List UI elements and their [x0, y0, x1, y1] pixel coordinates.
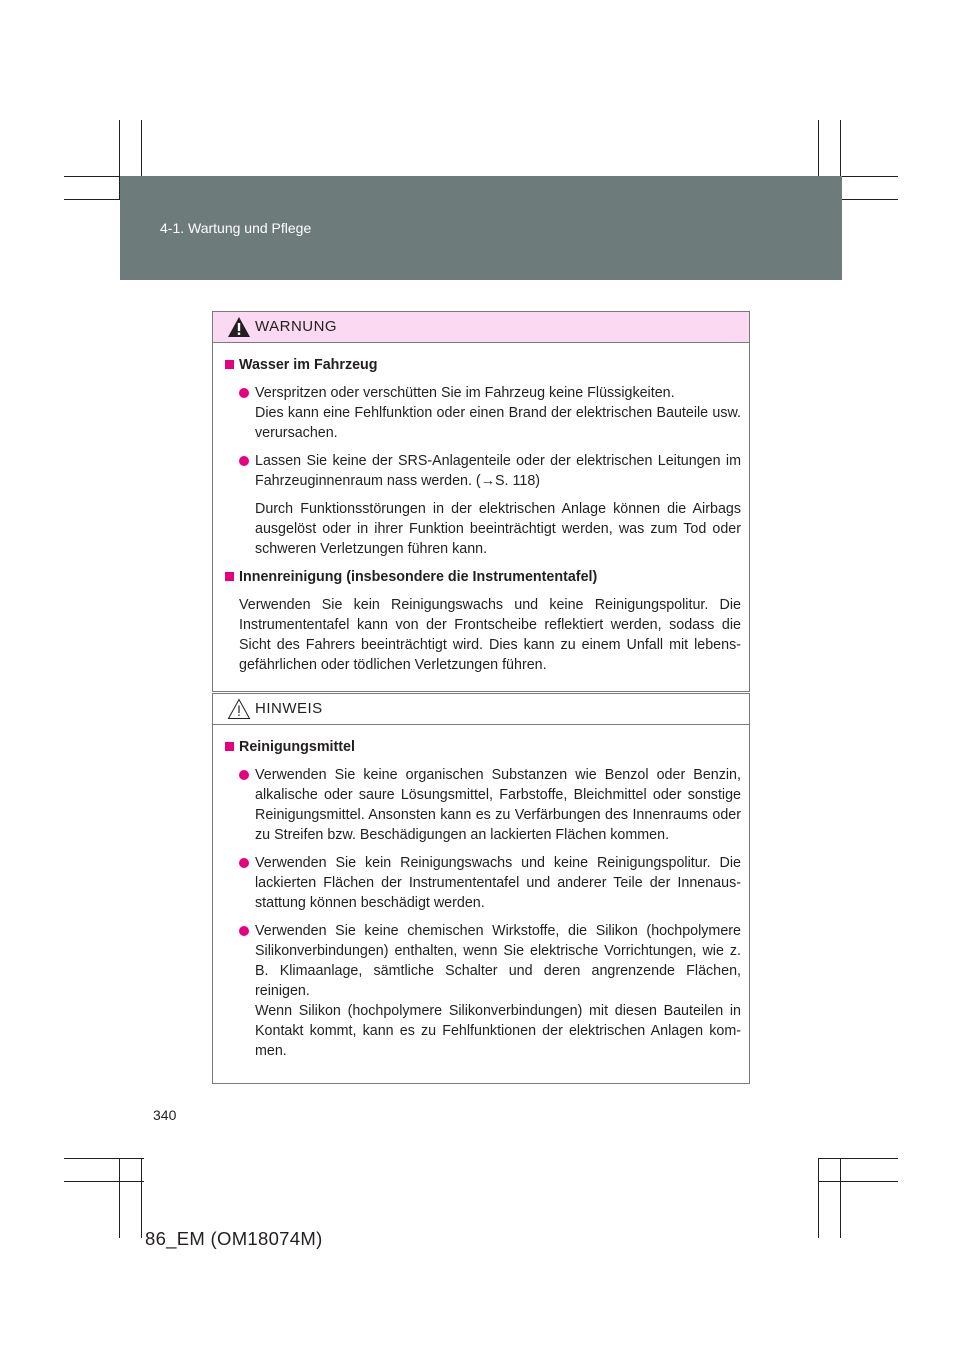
topic-heading — [225, 355, 741, 375]
topic-heading — [225, 737, 741, 757]
bullet-text: Verwenden Sie kein Reinigungswachs und keine Reinigungspolitur. Die lackierten Flächen der Instrumententafel und anderer Teile der Innenaus-stattung können beschädigt werden. — [255, 855, 741, 911]
bullet-item — [225, 921, 741, 1061]
topic-title: Reinigungsmittel — [239, 739, 355, 755]
hint-header — [213, 694, 749, 725]
round-bullet-icon — [239, 858, 249, 868]
hint-body — [213, 725, 749, 1083]
crop-mark — [840, 1158, 841, 1238]
page-number: 340 — [153, 1107, 177, 1123]
bullet-item — [225, 853, 741, 913]
page-ref-arrow-icon: → — [480, 473, 495, 489]
round-bullet-icon — [239, 926, 249, 936]
topic-heading — [225, 567, 741, 587]
square-bullet-icon — [225, 742, 234, 751]
warning-body — [213, 343, 749, 691]
bullet-text: Verwenden Sie keine chemischen Wirkstoffe, die Silikon (hochpolymere Silikonverbindungen) enthalten, wenn Sie elektrische Vorrichtungen, wie z. B. Klimaanlage, sämtliche Schalter und deren angrenzende Flächen, reinigen. — [255, 923, 741, 999]
bullet-text: Dies kann eine Fehlfunktion oder einen Brand der elektrischen Bauteile usw. verursachen. — [255, 405, 741, 441]
round-bullet-icon — [239, 456, 249, 466]
document-code: 86_EM (OM18074M) — [145, 1228, 323, 1249]
topic-title: Innenreinigung (insbesondere die Instrumententafel) — [239, 569, 598, 585]
square-bullet-icon — [225, 572, 234, 581]
bullet-item — [225, 765, 741, 845]
bullet-paragraph: Durch Funktionsstörungen in der elektrischen Anlage können die Airbags ausgelöst oder in ihrer Funktion beeinträchtigt werden, was zum Tod oder schweren Verletzungen führen kann. — [255, 501, 741, 557]
crop-mark — [818, 1158, 819, 1238]
crop-mark — [64, 1158, 144, 1159]
caution-triangle-icon — [227, 698, 251, 720]
bullet-item — [225, 383, 741, 443]
warning-title: WARNUNG — [255, 318, 338, 335]
bullet-text: Wenn Silikon (hochpolymere Silikonverbindungen) mit diesen Bauteilen in Kontakt kommt, kann es zu Fehlfunktionen der elektrischen Anlagen kom-men. — [255, 1003, 741, 1059]
round-bullet-icon — [239, 770, 249, 780]
crop-mark — [64, 1181, 144, 1182]
bullet-text: Lassen Sie keine der SRS-Anlagenteile oder der elektrischen Leitungen im Fahrzeuginnenraum nass werden. ( — [255, 453, 741, 489]
bullet-text: Verwenden Sie keine organischen Substanzen wie Benzol oder Benzin, alkalische oder saure Lösungsmittel, Farbstoffe, Bleichmittel oder sonstige Reinigungsmittel. Ansonsten kann es zu Verfärbungen des Innenraums oder zu Streifen bzw. Beschädigungen an lackierten Flächen kommen. — [255, 767, 741, 843]
hint-title: HINWEIS — [255, 700, 323, 717]
section-label: 4-1. Wartung und Pflege — [160, 220, 312, 236]
crop-mark — [141, 1158, 142, 1238]
warning-box — [212, 311, 750, 692]
topic-title: Wasser im Fahrzeug — [239, 357, 378, 373]
warning-triangle-icon — [227, 316, 251, 338]
crop-mark — [119, 1158, 120, 1238]
page-reference: S. 118) — [495, 473, 541, 489]
crop-mark — [818, 1158, 898, 1159]
topic-paragraph: Verwenden Sie kein Reinigungswachs und keine Reinigungspolitur. Die Instrumententafel kann von der Frontscheibe reflektiert werden, sodass die Sicht des Fahrers beeinträchtigt wird. Dies kann zu einem Unfall mit lebens-gefährlichen oder tödlichen Verletzungen führen. — [239, 597, 741, 673]
crop-mark — [818, 1181, 898, 1182]
hint-box — [212, 693, 750, 1084]
warning-header — [213, 312, 749, 343]
section-header-band — [120, 176, 842, 280]
bullet-text: Verspritzen oder verschütten Sie im Fahrzeug keine Flüssigkeiten. — [255, 385, 675, 401]
bullet-item — [225, 451, 741, 491]
square-bullet-icon — [225, 360, 234, 369]
round-bullet-icon — [239, 388, 249, 398]
